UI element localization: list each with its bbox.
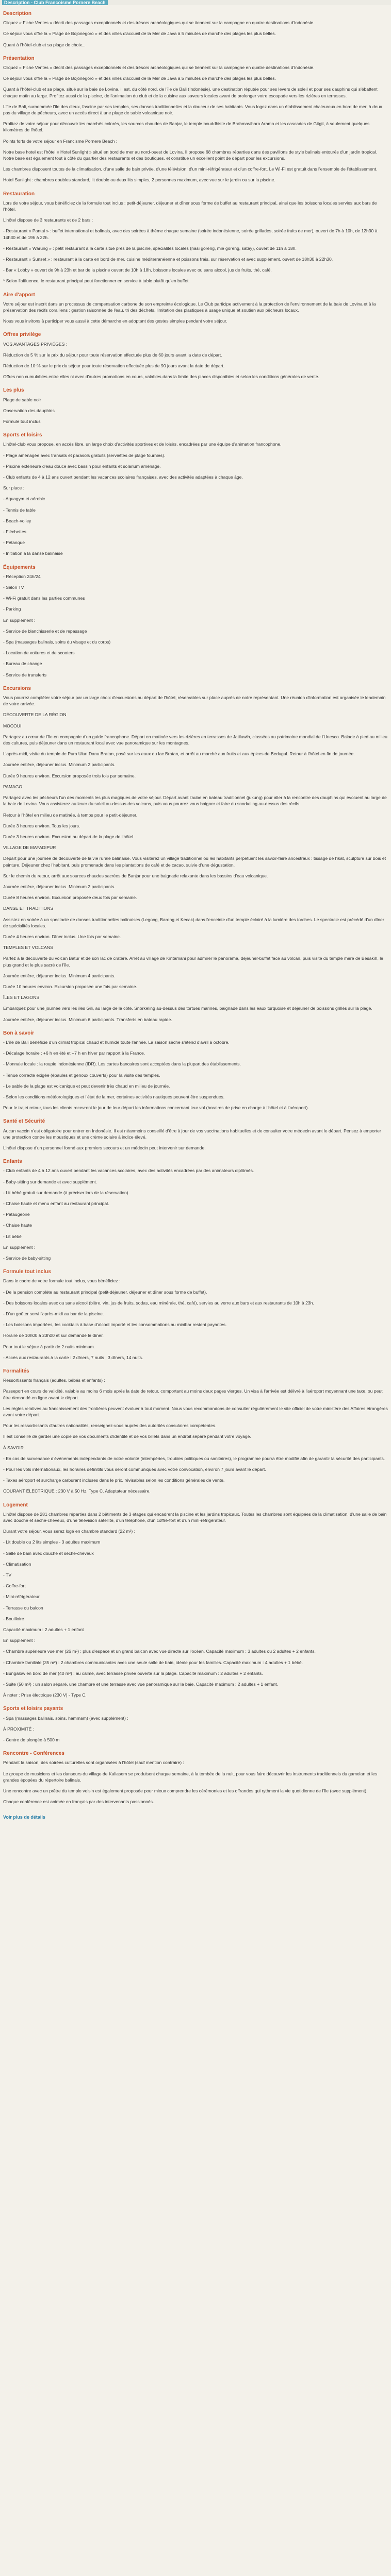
paragraph: Cliquez « Fiche Ventes » décrit des passages exceptionnels et des trésors archéologiques qui se tiennent sur la campagne en quatre destinations d'Indonésie. bbox=[3, 64, 315, 70]
paragraph: VOS AVANTAGES PRIVIÉGES : bbox=[3, 341, 68, 347]
paragraph: L'hôtel dispose d'un personnel formé aux premiers secours et un médecin peut intervenir sur demande. bbox=[3, 1145, 206, 1150]
paragraph: - Bar « Lobby » ouvert de 9h à 23h et bar de la piscine ouvert de 10h à 18h, boissons locales avec ou sans alcool, jus de fruits, thé, café. bbox=[3, 267, 272, 273]
paragraph: Journée entière, déjeuner inclus. Minimum 2 participants. bbox=[3, 884, 116, 889]
paragraph: DÉCOUVERTE DE LA RÉGION bbox=[3, 712, 67, 718]
paragraph: - Coffre-fort bbox=[3, 1583, 26, 1589]
paragraph: Lors de votre séjour, vous bénéficiez de la formule tout inclus : petit-déjeuner, déjeuner et dîner sous forme de buffet au restaurant principal, ainsi que les boissons locales servies aux bars de l'hôtel. bbox=[3, 200, 377, 212]
section-heading: Excursions bbox=[3, 685, 31, 691]
section-heading: Rencontre - Conférences bbox=[3, 1751, 64, 1757]
paragraph: - Terrasse ou balcon bbox=[3, 1605, 43, 1611]
paragraph: Hotel Sunlight : chambres doubles standard, lit double ou deux lits simples, 2 personnes maximum, avec vue sur le jardin ou sur la piscine. bbox=[3, 177, 275, 183]
paragraph: Pour tout le séjour à partir de 2 nuits minimum. bbox=[3, 1344, 95, 1349]
section-heading: Équipements bbox=[3, 564, 36, 570]
paragraph: Durant votre séjour, vous serez logé en chambre standard (22 m²) : bbox=[3, 1529, 136, 1534]
paragraph: Journée entière, déjeuner inclus. Minimum 4 participants. bbox=[3, 973, 116, 978]
paragraph: - Salon TV bbox=[3, 585, 24, 590]
paragraph: - Restaurant « Sunset » : restaurant à la carte en bord de mer, cuisine méditerranéenne et poissons frais, sur réservation et avec supplément, ouvert de 18h30 à 22h30. bbox=[3, 257, 333, 262]
paragraph: Les règles relatives au franchissement des frontières peuvent évoluer à tout moment. Nous vous recommandons de consulter régulièrement le site officiel de votre ministère des Affaires étrangères avant votre départ. bbox=[3, 1405, 388, 1417]
paragraph: Formule tout inclus bbox=[3, 419, 41, 425]
paragraph: - Aquagym et aérobic bbox=[3, 496, 45, 502]
paragraph: PAMAGO bbox=[3, 784, 23, 789]
paragraph: Aucun vaccin n'est obligatoire pour entrer en Indonésie. Il est néanmoins conseillé d'être à jour de vos vaccinations habituelles et de consulter votre médecin avant le départ. Pensez à emporter une protection contre les moustiques et une crème solaire à indice élevé. bbox=[3, 1128, 381, 1140]
paragraph: Pour le trajet retour, tous les clients recevront le jour de leur départ les informations concernant leur vol (horaires de prise en charge à l'hôtel et à l'aéroport). bbox=[3, 1105, 309, 1111]
paragraph: - Location de voitures et de scooters bbox=[3, 650, 75, 656]
paragraph: - Chaise haute bbox=[3, 1223, 32, 1228]
paragraph: VILLAGE DE MAYADIPUR bbox=[3, 845, 56, 851]
paragraph: Ce séjour vous offre la « Plage de Bojonegoro » et des villes d'accueil de la Mer de Java à 5 minutes de marche des plages les plus belles. bbox=[3, 31, 276, 37]
paragraph: - Service de blanchisserie et de repassage bbox=[3, 628, 87, 634]
paragraph: Dans le cadre de votre formule tout inclus, vous bénéficiez : bbox=[3, 1278, 121, 1284]
paragraph: Capacité maximum : 2 adultes + 1 enfant bbox=[3, 1627, 84, 1633]
paragraph: - Tenue correcte exigée (épaules et genoux couverts) pour la visite des temples. bbox=[3, 1072, 160, 1078]
paragraph: Retour à l'hôtel en milieu de matinée, à temps pour le petit-déjeuner. bbox=[3, 812, 138, 818]
paragraph: - Club enfants de 4 à 12 ans ouvert pendant les vacances scolaires, avec des activités encadrées par des animateurs diplômés. bbox=[3, 1168, 254, 1174]
paragraph: Partagez au cœur de l'île en compagnie d'un guide francophone. Départ en matinée vers les rizières en terrasses de Jatiluwih, classées au patrimoine mondial de l'Unesco. Balade à pied au milieu des cultures, puis déjeuner dans un restaurant local avec vue panoramique sur les montagnes. bbox=[3, 734, 387, 746]
paragraph: Chaque conférence est animée en français par des intervenants passionnés. bbox=[3, 1799, 154, 1805]
paragraph: Offres non cumulables entre elles ni avec d'autres promotions en cours, valables dans la limite des places disponibles et selon les conditions générales de vente. bbox=[3, 374, 319, 380]
paragraph: TEMPLES ET VOLCANS bbox=[3, 945, 53, 951]
paragraph: - Accès aux restaurants à la carte : 2 dîners, 7 nuits ; 3 dîners, 14 nuits. bbox=[3, 1354, 143, 1360]
paragraph: Pour les ressortissants d'autres nationalités, renseignez-vous auprès des autorités consulaires compétentes. bbox=[3, 1423, 217, 1429]
paragraph: Le groupe de musiciens et les danseurs du village de Kaliasem se produisent chaque semaine, à la tombée de la nuit, pour vous faire découvrir les instruments traditionnels du gamelan et les grandes épopées du répertoire balinais. bbox=[3, 1771, 378, 1783]
paragraph: Profitez de votre séjour pour découvrir les marchés colorés, les sources chaudes de Banjar, le temple bouddhiste de Brahmavihara Arama et les cascades de Gitgit, à seulement quelques kilomètres de l'hôtel. bbox=[3, 121, 370, 133]
section-heading: Aire d'apport bbox=[3, 292, 35, 298]
paragraph: En supplément : bbox=[3, 1244, 36, 1250]
section-heading: Restauration bbox=[3, 191, 35, 197]
paragraph: - Pour les vols internationaux, les horaires définitifs vous seront communiqués avec votre convocation, environ 7 jours avant le départ. bbox=[3, 1467, 266, 1472]
paragraph: Votre séjour est inscrit dans un processus de compensation carbone de son empreinte écologique. Le Club participe activement à la protection de l'environnement de la baie de Lovina et à la préservation des récifs coralliens : gestion raisonnée de l'eau, tri des déchets, limitation des plastiques à usage unique et soutien aux pêcheurs locaux. bbox=[3, 301, 376, 313]
paragraph: En supplément : bbox=[3, 1638, 36, 1643]
paragraph: - Initiation à la danse balinaise bbox=[3, 551, 63, 556]
paragraph: Durée 9 heures environ. Excursion proposée trois fois par semaine. bbox=[3, 773, 136, 778]
details-link[interactable]: Voir plus de détails bbox=[3, 1815, 45, 1820]
paragraph: Réduction de 5 % sur le prix du séjour pour toute réservation effectuée plus de 60 jours avant la date de départ. bbox=[3, 352, 222, 358]
paragraph: Passeport en cours de validité, valable au moins 6 mois après la date de retour, comportant au moins deux pages vierges. Un visa à l'arrivée est délivré à l'aéroport moyennant une taxe, ou peut être demandé en ligne avant le départ. bbox=[3, 1388, 383, 1400]
paragraph: Départ pour une journée de découverte de la vie rurale balinaise. Vous visiterez un village traditionnel où les habitants perpétuent les savoir-faire ancestraux : tissage de l'ikat, sculpture sur bois et peinture. Déjeuner chez l'habitant, puis promenade dans les plantations de café et de cacao, suivie d'une dégustation. bbox=[3, 856, 386, 868]
paragraph: Il est conseillé de garder une copie de vos documents d'identité et de vos billets dans un endroit séparé pendant votre voyage. bbox=[3, 1434, 251, 1439]
paragraph: Cliquez « Fiche Ventes » décrit des passages exceptionnels et des trésors archéologiques qui se tiennent sur la campagne en quatre destinations d'Indonésie. bbox=[3, 20, 315, 26]
paragraph: Partagez avec les pêcheurs l'un des moments les plus magiques de votre séjour. Départ avant l'aube en bateau traditionnel (jukung) pour aller à la rencontre des dauphins qui évoluent au large de la baie de Lovina. Vous assisterez au lever du soleil au-dessus des volcans, puis vous pourrez vous baigner et faire du snorkeling au-dessus des récifs. bbox=[3, 795, 387, 807]
paragraph: Embarquez pour une journée vers les îles Gili, au large de la côte. Snorkeling au-dessus des tortues marines, baignade dans les eaux turquoise et déjeuner de poissons grillés sur la plage. bbox=[3, 1006, 372, 1011]
paragraph: - Beach-volley bbox=[3, 518, 31, 523]
section-heading: Formalités bbox=[3, 1368, 29, 1374]
section-heading: Présentation bbox=[3, 55, 35, 61]
paragraph: - Lit bébé bbox=[3, 1233, 22, 1239]
paragraph: Sur le chemin du retour, arrêt aux sources chaudes sacrées de Banjar pour une baignade relaxante dans les bassins d'eau volcanique. bbox=[3, 873, 268, 878]
paragraph: - Monnaie locale : la roupie indonésienne (IDR). Les cartes bancaires sont acceptées dans la plupart des établissements. bbox=[3, 1061, 241, 1067]
paragraph: - En cas de survenance d'événements indépendants de notre volonté (intempéries, troubles politiques ou sanitaires), le programme pourra être modifié afin de garantir la sécurité des participants. bbox=[3, 1455, 385, 1461]
paragraph: Horaire de 10h00 à 23h00 et sur demande le dîner. bbox=[3, 1333, 104, 1338]
paragraph: Journée entière, déjeuner inclus. Minimum 2 participants. bbox=[3, 762, 116, 768]
paragraph: - D'un goûter servi l'après-midi au bar de la piscine. bbox=[3, 1311, 104, 1316]
paragraph: - Les boissons importées, les cocktails à base d'alcool importé et les consommations au minibar restent payantes. bbox=[3, 1322, 227, 1328]
top-header bbox=[0, 0, 391, 5]
paragraph: - Wi-Fi gratuit dans les parties communes bbox=[3, 596, 85, 601]
paragraph: - Bungalow en bord de mer (40 m²) : au calme, avec terrasse privée ouverte sur la plage. Capacité maximum : 2 adultes + 2 enfants. bbox=[3, 1670, 263, 1676]
paragraph: - Décalage horaire : +6 h en été et +7 h en hiver par rapport à la France. bbox=[3, 1050, 145, 1056]
paragraph: MOCOUI bbox=[3, 723, 22, 728]
paragraph: - Centre de plongée à 500 m bbox=[3, 1737, 60, 1743]
paragraph: - Parking bbox=[3, 606, 21, 612]
paragraph: - Plage aménagée avec transats et parasols gratuits (serviettes de plage fournies). bbox=[3, 452, 166, 458]
paragraph: Vous pourrez compléter votre séjour par un large choix d'excursions au départ de l'hôtel, réservables sur place auprès de notre représentant. Une réunion d'information est organisée le lendemain de votre arrivée. bbox=[3, 695, 386, 707]
paragraph: COURANT ÉLECTRIQUE : 230 V à 50 Hz. Type C. Adaptateur nécessaire. bbox=[3, 1488, 151, 1494]
paragraph: Sur place : bbox=[3, 485, 25, 491]
paragraph: À PROXIMITÉ : bbox=[3, 1726, 35, 1732]
paragraph: - Selon les conditions météorologiques et l'état de la mer, certaines activités nautiques peuvent être suspendues. bbox=[3, 1094, 225, 1099]
section-heading: Sports et loisirs bbox=[3, 432, 42, 438]
paragraph: - De la pension complète au restaurant principal (petit-déjeuner, déjeuner et dîner sous forme de buffet). bbox=[3, 1289, 207, 1295]
paragraph: - Suite (50 m²) : un salon séparé, une chambre et une terrasse avec vue panoramique sur la baie. Capacité maximum : 2 adultes + 1 enfant. bbox=[3, 1682, 278, 1687]
paragraph: L'après-midi, visite du temple de Pura Ulun Danu Bratan, posé sur les eaux du lac Bratan, et arrêt au marché aux fruits et aux épices de Bedugul. Retour à l'hôtel en fin de journée. bbox=[3, 751, 355, 757]
paragraph: - Salle de bain avec douche et sèche-cheveux bbox=[3, 1550, 94, 1556]
section-heading: Offres privilège bbox=[3, 332, 41, 338]
paragraph: Ressortissants français (adultes, bébés et enfants) : bbox=[3, 1378, 105, 1383]
content-area bbox=[0, 5, 391, 1821]
paragraph: L'hôtel dispose de 3 restaurants et de 2 bars : bbox=[3, 217, 93, 223]
paragraph: - Chambre supérieure vue mer (26 m²) : plus d'espace et un grand balcon avec vue directe sur l'océan. Capacité maximum : 3 adultes ou 2 adultes + 2 enfants. bbox=[3, 1649, 316, 1654]
paragraph: - Climatisation bbox=[3, 1561, 31, 1567]
paragraph: Les chambres disposent toutes de la climatisation, d'une salle de bain privée, d'une télévision, d'un mini-réfrigérateur et d'un coffre-fort. Le Wi-Fi est gratuit dans l'ensemble de l'établissement. bbox=[3, 166, 378, 172]
paragraph: Partez à la découverte du volcan Batur et de son lac de cratère. Arrêt au village de Kintamani pour admirer le panorama, déjeuner-buffet face au volcan, puis visite du temple mère de Besakih, le plus grand et le plus sacré de l'île. bbox=[3, 956, 383, 968]
paragraph: Réduction de 10 % sur le prix du séjour pour toute réservation effectuée plus de 90 jours avant la date de départ. bbox=[3, 363, 225, 369]
section-heading: Les plus bbox=[3, 387, 24, 394]
paragraph: - Restaurant « Warung » : petit restaurant à la carte situé près de la piscine, spécialités locales (nasi goreng, mie goreng, satay), ouvert de 11h à 18h. bbox=[3, 245, 297, 251]
paragraph: À noter : Prise électrique (230 V) - Type C. bbox=[3, 1692, 87, 1698]
paragraph: Quant à l'hôtel-club et sa plage de choix... bbox=[3, 42, 86, 47]
section-heading: Santé et Sécurité bbox=[3, 1118, 45, 1125]
paragraph: - Mini-réfrigérateur bbox=[3, 1594, 40, 1600]
paragraph: - Lit bébé gratuit sur demande (à préciser lors de la réservation). bbox=[3, 1190, 130, 1195]
paragraph: - Service de baby-sitting bbox=[3, 1255, 51, 1261]
paragraph: Quant à l'hôtel-club et sa plage, situé sur la baie de Lovina, il est, du côté nord, de l'île de Bali (Indonésie), une destination réputée pour ses levers de soleil et pour ses dauphins qui s'ébattent chaque matin au large. Profitez aussi de la piscine, de l'animation du club et de la cuisine aux saveurs locales avant de prolonger votre escapade vers les rizières en terrasses. bbox=[3, 87, 378, 98]
paragraph: Durée 10 heures environ. Excursion proposée une fois par semaine. bbox=[3, 984, 137, 989]
paragraph: L'hôtel-club vous propose, en accès libre, un large choix d'activités sportives et de loisirs, encadrées par une équipe d'animation francophone. bbox=[3, 442, 282, 447]
paragraph: - Baby-sitting sur demande et avec supplément. bbox=[3, 1179, 97, 1184]
paragraph: Durée 3 heures environ. Excursion au départ de la plage de l'hôtel. bbox=[3, 834, 135, 839]
paragraph: - Lit double ou 2 lits simples - 3 adultes maximum bbox=[3, 1539, 101, 1545]
paragraph: L'hôtel dispose de 281 chambres réparties dans 2 bâtiments de 3 étages qui encadrent la piscine et les jardins tropicaux. Toutes les chambres sont équipées de la climatisation, d'une salle de bain avec douche et sèche-cheveux, d'une télévision satellite, d'un téléphone, d'un coffre-fort et d'un mini-réfrigérateur. bbox=[3, 1511, 387, 1523]
paragraph: - Bouilloire bbox=[3, 1616, 24, 1621]
paragraph: Ce séjour vous offre la « Plage de Bojonegoro » et des villes d'accueil de la Mer de Java à 5 minutes de marche des plages les plus belles. bbox=[3, 76, 276, 81]
paragraph: - Pétanque bbox=[3, 540, 25, 546]
section-heading: Description bbox=[3, 11, 32, 16]
section-heading: Bon à savoir bbox=[3, 1030, 35, 1036]
page-title: Description - Club Francoisme Pornere Beach bbox=[2, 0, 108, 5]
paragraph: - Restaurant « Pantai » : buffet international et balinais, avec des soirées à thème chaque semaine (soirée indonésienne, soirée grillades, soirée fruits de mer), ouvert de 7h à 10h, de 12h30 à 14h30 et de 19h à 22h. bbox=[3, 228, 378, 240]
paragraph: - Piscine extérieure d'eau douce avec bassin pour enfants et solarium aménagé. bbox=[3, 463, 161, 469]
paragraph: - TV bbox=[3, 1572, 12, 1578]
paragraph: Journée entière, déjeuner inclus. Minimum 6 participants. Transferts en bateau rapide. bbox=[3, 1016, 172, 1022]
paragraph: Nous vous invitons à participer vous aussi à cette démarche en adoptant des gestes simples pendant votre séjour. bbox=[3, 318, 227, 324]
paragraph: Durée 8 heures environ. Excursion proposée deux fois par semaine. bbox=[3, 895, 137, 901]
paragraph: Notre base hotel est l'hôtel « Hotel Sunlight » situé en bord de mer au nord-ouest de Lovina. Il propose 68 chambres réparties dans des pavillons de style balinais entourés d'un jardin tropical. Notre base est également tout à côté du quartier des restaurants et des boutiques, et constitue un excellent point de départ pour les excursions. bbox=[3, 149, 378, 161]
paragraph: - Réception 24h/24 bbox=[3, 573, 41, 579]
paragraph: Plage de sable noir bbox=[3, 397, 41, 402]
paragraph: - Chaise haute et menu enfant au restaurant principal. bbox=[3, 1200, 109, 1206]
paragraph: - Pataugeoire bbox=[3, 1212, 30, 1217]
paragraph: ÎLES ET LAGONS bbox=[3, 995, 40, 1001]
paragraph: L'île de Bali, surnommée l'île des dieux, fascine par ses temples, ses danses traditionnelles et la douceur de ses habitants. Vous logez dans un établissement chaleureux en bord de mer, à deux pas du village de pêcheurs, avec un accès direct à une plage de sable volcanique noir. bbox=[3, 104, 382, 115]
paragraph: - Service de transferts bbox=[3, 672, 47, 677]
paragraph: Points forts de votre séjour en Francisme Pornere Beach : bbox=[3, 138, 118, 144]
paragraph: - Club enfants de 4 à 12 ans ouvert pendant les vacances scolaires françaises, avec des activités adaptées à chaque âge. bbox=[3, 474, 243, 480]
section-heading: Logement bbox=[3, 1502, 28, 1508]
paragraph: - Des boissons locales avec ou sans alcool (bière, vin, jus de fruits, sodas, eau minérale, thé, café), servies au verre aux bars et aux restaurants de 10h à 23h. bbox=[3, 1300, 314, 1306]
paragraph: Pendant la saison, des soirées culturelles sont organisées à l'hôtel (sauf mention contraire) : bbox=[3, 1760, 184, 1766]
paragraph: Observation des dauphins bbox=[3, 408, 55, 413]
paragraph: - Tennis de table bbox=[3, 507, 36, 513]
paragraph: - Bureau de change bbox=[3, 661, 42, 667]
section-heading: Enfants bbox=[3, 1159, 22, 1165]
paragraph: Une rencontre avec un prêtre du temple voisin est également proposée pour mieux comprendre les cérémonies et les offrandes qui rythment la vie quotidienne de l'île (avec supplément). bbox=[3, 1788, 368, 1794]
paragraph: * Selon l'affluence, le restaurant principal peut fonctionner en service à table plutôt qu'en buffet. bbox=[3, 278, 190, 284]
paragraph: Durée 3 heures environ. Tous les jours. bbox=[3, 823, 80, 828]
paragraph: - Spa (massages balinais, soins du visage et du corps) bbox=[3, 639, 111, 645]
paragraph: - Chambre familiale (35 m²) : 2 chambres communicantes avec une seule salle de bain, idéale pour les familles. Capacité maximum : 4 adultes + 1 bébé. bbox=[3, 1659, 303, 1665]
paragraph: - Spa (massages balinais, soins, hammam) (avec supplément) : bbox=[3, 1715, 128, 1721]
paragraph: - Le sable de la plage est volcanique et peut devenir très chaud en milieu de journée. bbox=[3, 1083, 170, 1089]
paragraph: Assistez en soirée à un spectacle de danses traditionnelles balinaises (Legong, Barong et Kecak) dans l'enceinte d'un temple éclairé à la lumière des torches. Le spectacle est précédé d'un dîner de spécialités locales. bbox=[3, 917, 384, 928]
paragraph: DANSE ET TRADITIONS bbox=[3, 906, 54, 911]
paragraph: - L'île de Bali bénéficie d'un climat tropical chaud et humide toute l'année. La saison sèche s'étend d'avril à octobre. bbox=[3, 1039, 230, 1045]
paragraph: En supplément : bbox=[3, 617, 36, 623]
section-heading: Sports et loisirs payants bbox=[3, 1706, 63, 1712]
paragraph: - Taxes aéroport et surcharge carburant incluses dans le prix, révisables selon les conditions générales de vente. bbox=[3, 1478, 225, 1483]
paragraph: Durée 4 heures environ. Dîner inclus. Une fois par semaine. bbox=[3, 934, 121, 939]
paragraph: - Fléchettes bbox=[3, 529, 26, 535]
section-heading: Formule tout inclus bbox=[3, 1269, 51, 1275]
paragraph: À SAVOIR bbox=[3, 1445, 24, 1450]
